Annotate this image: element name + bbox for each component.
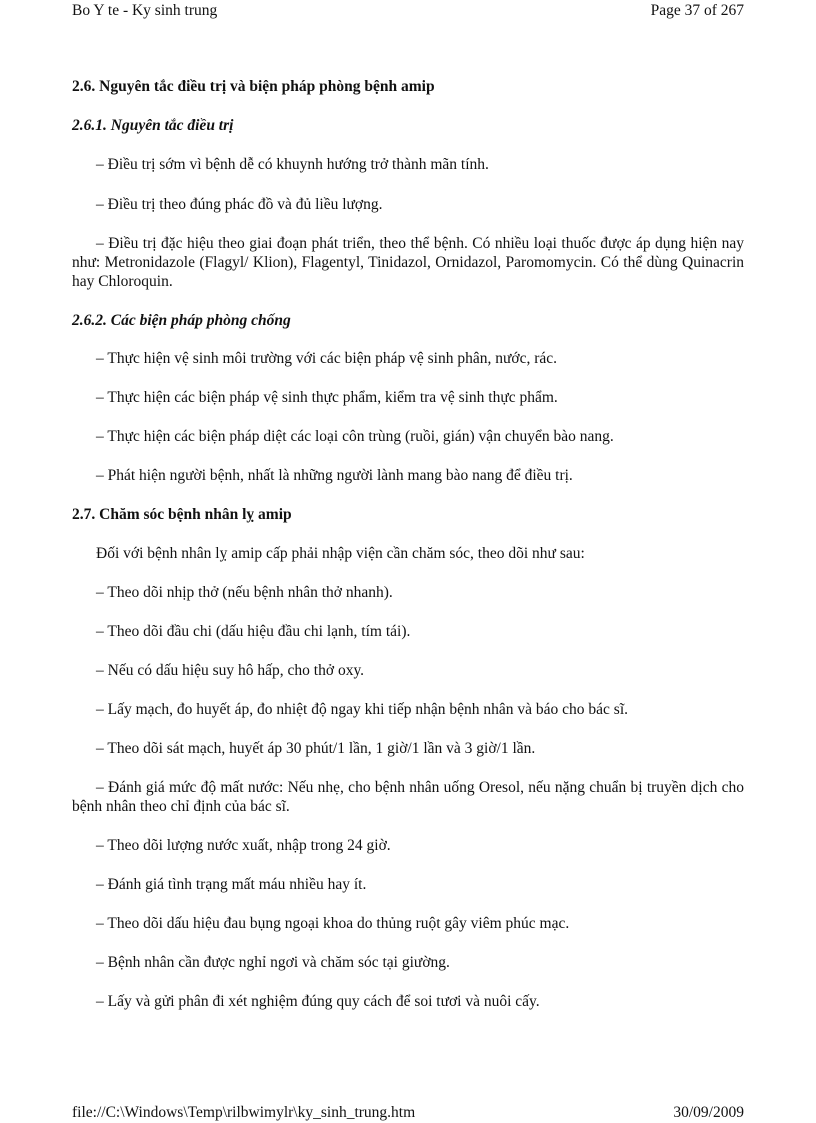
- page-header: [72, 2, 744, 20]
- list-item: – Thực hiện các biện pháp diệt các loại côn trùng (ruồi, gián) vận chuyển bào nang.: [96, 428, 614, 445]
- list-item: – Đánh giá mức độ mất nước: Nếu nhẹ, cho bệnh nhân uống Oresol, nếu nặng chuẩn bị truyền dịch cho bệnh nhân theo chỉ định của bác sĩ.: [72, 779, 744, 815]
- footer-file-path: file://C:\Windows\Temp\rilbwimylr\ky_sinh_trung.htm: [72, 1104, 416, 1121]
- list-item: – Phát hiện người bệnh, nhất là những người lành mang bào nang để điều trị.: [96, 467, 573, 484]
- list-item: – Lấy mạch, đo huyết áp, đo nhiệt độ ngay khi tiếp nhận bệnh nhân và báo cho bác sĩ.: [96, 701, 629, 718]
- list-item: – Theo dõi sát mạch, huyết áp 30 phút/1 lần, 1 giờ/1 lần và 3 giờ/1 lần.: [96, 740, 536, 757]
- list-item: – Theo dõi nhịp thở (nếu bệnh nhân thở nhanh).: [96, 584, 393, 601]
- list-item: – Điều trị theo đúng phác đồ và đủ liều lượng.: [96, 196, 383, 213]
- page-footer: [72, 1104, 744, 1122]
- list-item: – Nếu có dấu hiệu suy hô hấp, cho thở oxy.: [96, 662, 365, 679]
- list-item: – Theo dõi lượng nước xuất, nhập trong 24 giờ.: [96, 837, 391, 854]
- section-2-7-intro: Đối với bệnh nhân lỵ amip cấp phải nhập viện cần chăm sóc, theo dõi như sau:: [96, 545, 585, 562]
- list-item: – Theo dõi dấu hiệu đau bụng ngoại khoa do thủng ruột gây viêm phúc mạc.: [96, 915, 570, 932]
- header-doc-title: Bo Y te - Ky sinh trung: [72, 2, 218, 19]
- list-item: – Đánh giá tình trạng mất máu nhiều hay ít.: [96, 876, 367, 893]
- list-item: – Thực hiện vệ sinh môi trường với các biện pháp vệ sinh phân, nước, rác.: [96, 350, 558, 367]
- list-item: – Điều trị sớm vì bệnh dễ có khuynh hướng trở thành mãn tính.: [96, 156, 489, 173]
- list-item: – Lấy và gửi phân đi xét nghiệm đúng quy cách để soi tươi và nuôi cấy.: [96, 993, 540, 1010]
- footer-date: 30/09/2009: [673, 1104, 744, 1121]
- list-item: – Bệnh nhân cần được nghỉ ngơi và chăm sóc tại giường.: [96, 954, 450, 971]
- section-2-6-1-heading: 2.6.1. Nguyên tắc điều trị: [72, 117, 234, 134]
- section-2-7-heading: 2.7. Chăm sóc bệnh nhân lỵ amip: [72, 506, 292, 523]
- list-item: – Thực hiện các biện pháp vệ sinh thực phẩm, kiểm tra vệ sinh thực phẩm.: [96, 389, 558, 406]
- list-item: – Điều trị đặc hiệu theo giai đoạn phát triển, theo thể bệnh. Có nhiều loại thuốc được áp dụng hiện nay như: Metronidazole (Flagyl/ Klion), Flagentyl, Tinidazol, Ornidazol, Paromomycin. Có thể dùng Quinacrin hay Chloroquin.: [72, 235, 744, 290]
- header-page-number: Page 37 of 267: [650, 2, 744, 19]
- section-2-6-2-heading: 2.6.2. Các biện pháp phòng chống: [72, 312, 291, 329]
- list-item: – Theo dõi đầu chi (dấu hiệu đầu chi lạnh, tím tái).: [96, 623, 411, 640]
- section-2-6-heading: 2.6. Nguyên tắc điều trị và biện pháp phòng bệnh amip: [72, 78, 435, 95]
